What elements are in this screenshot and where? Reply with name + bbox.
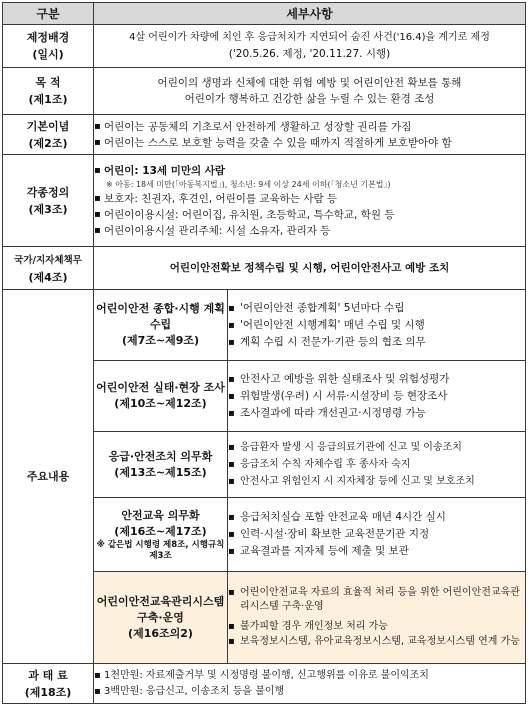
row-label-background bbox=[3, 25, 94, 68]
list-item: ▪ 어린이: 13세 미만의 사람 bbox=[94, 163, 525, 179]
list-item: ▪ 안전사고 위험인지 시 지자체장 등에 신고 및 보호조치 bbox=[228, 473, 525, 490]
list-item: ▪ 어린이는 스스로 보호할 능력을 갖출 수 있을 때까지 적절하게 보호받아야 함 bbox=[94, 135, 525, 151]
list-item: ▪ 교육결과를 지자체 등에 제출 및 보관 bbox=[228, 543, 525, 560]
list-item: ▪ 보육정보시스템, 유아교육정보시스템, 교육정보시스템 연계 가능 bbox=[228, 635, 525, 649]
list-item: ▪ 보호자: 친권자, 후견인, 어린이를 교육하는 사람 등 bbox=[94, 191, 525, 207]
list-item: ▪ 계획 수립 시 전문가·기관 등의 협조 의무 bbox=[228, 334, 525, 351]
list-item: ▪ '어린이안전 종합계획' 5년마다 수립 bbox=[228, 300, 525, 317]
row-label-duty bbox=[3, 247, 94, 290]
label-text: 각종정의 bbox=[26, 185, 70, 199]
background-line2: ('20.5.26. 제정, '20.11.27. 시행) bbox=[228, 48, 391, 60]
definition-list-2 bbox=[94, 191, 525, 239]
list-item: ▪ 응급환자 발생 시 응급의료기관에 신고 및 이송조치 bbox=[228, 439, 525, 456]
purpose-line2: 어린이가 행복하고 건강한 삶을 누릴 수 있는 환경 조성 bbox=[184, 93, 435, 105]
list-item: ▪ 응급조치 수칙 자체수립 후 종사자 숙지 bbox=[228, 456, 525, 473]
sub-ref: (제16조~제17조) bbox=[114, 524, 207, 538]
row-principle bbox=[3, 115, 526, 155]
sub-content-system bbox=[228, 572, 526, 664]
sub-label-plan bbox=[94, 290, 228, 361]
label-sub: (제3조) bbox=[28, 202, 68, 216]
label-text: 목 적 bbox=[35, 76, 61, 89]
label-text: 주요내용 bbox=[26, 470, 70, 483]
sub-title: 어린이안전 실태·현장 조사 bbox=[96, 381, 225, 394]
sub-label-system bbox=[94, 572, 228, 664]
label-sub: (제2조) bbox=[28, 136, 68, 150]
label-text: 기본이념 bbox=[26, 119, 70, 133]
sub-content-emergency bbox=[228, 432, 526, 498]
purpose-content bbox=[94, 68, 526, 115]
duty-text: 어린이안전확보 정책수립 및 시행, 어린이안전사고 예방 조치 bbox=[169, 262, 450, 274]
row-definition bbox=[3, 155, 526, 247]
list-item: ▪ 안전사고 예방을 위한 실태조사 및 위험성평가 bbox=[228, 371, 525, 388]
survey-list bbox=[228, 371, 525, 422]
list-item: ▪ 어린이이용시설: 어린이집, 유치원, 초등학교, 특수학교, 학원 등 bbox=[94, 207, 525, 223]
duty-content bbox=[94, 247, 526, 290]
row-label-main bbox=[3, 290, 94, 664]
label-sub: (일시) bbox=[32, 48, 64, 61]
sub-note: ※ 같은법 시행령 제8조, 시행규칙 제3조 bbox=[96, 539, 225, 561]
list-item: ▪ 위험발생(우려) 시 서류·시설장비 등 현장조사 bbox=[228, 388, 525, 405]
list-item: ▪ 1천만원: 자료제출거부 및 시정명령 불이행, 신고행위를 이유로 불이익조치 bbox=[94, 668, 525, 684]
list-item: ▪ 어린이는 공동체의 기초로서 안전하게 생활하고 성장할 권리를 가짐 bbox=[94, 119, 525, 135]
list-item: ▪ 어린이이용시설 관리주체: 시설 소유자, 관리자 등 bbox=[94, 223, 525, 239]
row-background bbox=[3, 25, 526, 68]
header-row bbox=[3, 3, 526, 25]
row-label-definition bbox=[3, 155, 94, 247]
background-content bbox=[94, 25, 526, 68]
background-line1: 4살 어린이가 차량에 치인 후 응급처치가 지연되어 숨진 사건('16.4)을 계기로 제정 bbox=[129, 32, 490, 43]
plan-list bbox=[228, 300, 525, 351]
sub-title: 어린이안전 종합·시행 계획 수립 bbox=[96, 302, 225, 331]
definition-note: ※ 아동: 18세 미만(「아동복지법」), 청소년: 9세 이상 24세 이하(「청소년 기본법」) bbox=[106, 179, 391, 189]
penalty-content bbox=[94, 664, 526, 704]
sub-content-survey bbox=[228, 361, 526, 432]
label-text: 과 태 료 bbox=[28, 668, 68, 682]
sub-label-survey bbox=[94, 361, 228, 432]
penalty-list bbox=[94, 668, 525, 700]
sub-ref: (제10조~제12조) bbox=[114, 397, 207, 410]
sub-title: 응급·안전조치 의무화 bbox=[108, 449, 213, 463]
sub-ref: (제13조~제15조) bbox=[114, 465, 207, 479]
sub-label-emergency bbox=[94, 432, 228, 498]
label-text: 제정배경 bbox=[26, 31, 70, 44]
purpose-line1: 어린이의 생명과 신체에 대한 위험 예방 및 어린이안전 확보를 통해 bbox=[157, 77, 462, 89]
list-item: ▪ 인력·시설·장비 확보한 교육전문기관 지정 bbox=[228, 526, 525, 543]
list-item: ▪ 3백만원: 응급신고, 이송조치 등을 불이행 bbox=[94, 684, 525, 700]
list-item: ▪ '어린이안전 시행계획' 매년 수립 및 시행 bbox=[228, 317, 525, 334]
sub-content-education bbox=[228, 498, 526, 572]
label-sub: (제18조) bbox=[24, 685, 72, 699]
sub-ref: (제16조의2) bbox=[128, 626, 193, 640]
law-summary-table bbox=[2, 2, 526, 704]
principle-content bbox=[94, 115, 526, 155]
principle-list bbox=[94, 119, 525, 151]
label-sub: (제4조) bbox=[28, 270, 68, 284]
sub-label-education bbox=[94, 498, 228, 572]
main-sub-row-plan bbox=[3, 290, 526, 361]
education-list bbox=[228, 509, 525, 560]
label-text: 국가/지자체책무 bbox=[14, 254, 82, 266]
header-category: 구분 bbox=[3, 3, 94, 25]
system-list bbox=[228, 586, 525, 649]
list-item: ▪ 조사결과에 따라 개선권고·시정명령 가능 bbox=[228, 405, 525, 422]
row-label-purpose bbox=[3, 68, 94, 115]
row-label-penalty bbox=[3, 664, 94, 704]
emergency-list bbox=[228, 439, 525, 490]
row-duty bbox=[3, 247, 526, 290]
sub-content-plan bbox=[228, 290, 526, 361]
label-sub: (제1조) bbox=[28, 93, 68, 106]
row-penalty bbox=[3, 664, 526, 704]
definition-list bbox=[94, 163, 525, 179]
sub-ref: (제7조~제9조) bbox=[121, 334, 200, 347]
list-item: ▪ 어린이안전교육 자료의 효율적 처리 등을 위한 어린이안전교육관리시스템 구축·운영 bbox=[228, 586, 525, 614]
header-details: 세부사항 bbox=[94, 3, 526, 25]
sub-title: 안전교육 의무화 bbox=[121, 508, 200, 522]
definition-content bbox=[94, 155, 526, 247]
list-item: ▪ 응급처치실습 포함 안전교육 매년 4시간 실시 bbox=[228, 509, 525, 526]
row-label-principle bbox=[3, 115, 94, 155]
list-item: ▪ 불가피할 경우 개인정보 처리 가능 bbox=[228, 618, 525, 635]
sub-title: 어린이안전교육관리시스템 구축·운영 bbox=[96, 594, 225, 624]
row-purpose bbox=[3, 68, 526, 115]
